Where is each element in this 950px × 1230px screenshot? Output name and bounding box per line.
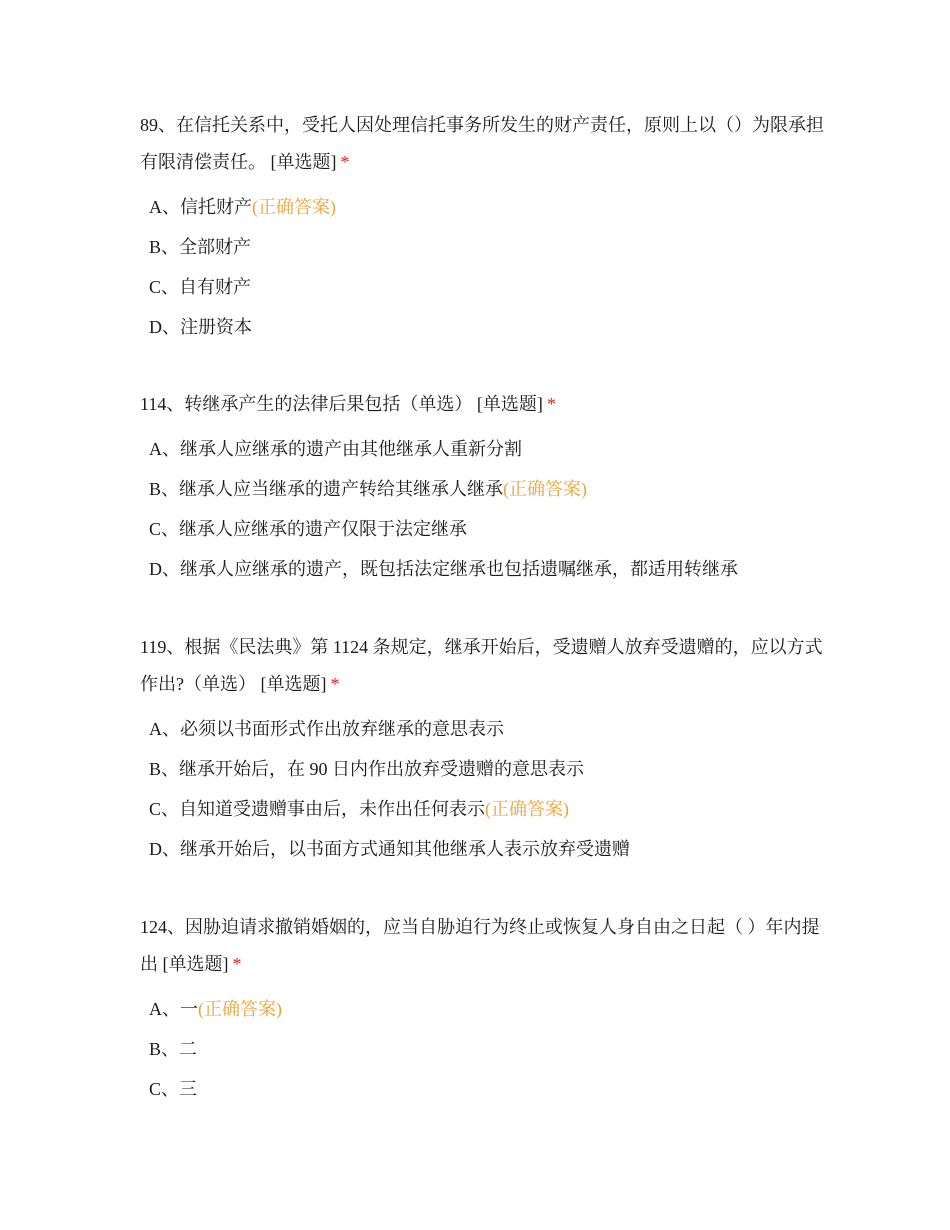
question-block [140, 107, 830, 347]
option-label: B、继承人应当继承的遗产转给其继承人继承 [149, 479, 504, 499]
option-label: A、必须以书面形式作出放弃继承的意思表示 [149, 719, 504, 739]
required-mark: * [340, 152, 350, 172]
question-title [140, 386, 830, 423]
option-c[interactable] [140, 1069, 830, 1109]
option-label: C、继承人应继承的遗产仅限于法定继承 [149, 519, 468, 539]
question-title [140, 909, 830, 983]
option-label: D、继承人应继承的遗产，既包括法定继承也包括遗嘱继承，都适用转继承 [149, 559, 738, 579]
option-label: C、自有财产 [149, 277, 252, 297]
correct-answer-tag: (正确答案) [485, 799, 570, 819]
correct-answer-tag: (正确答案) [252, 197, 336, 217]
question-type: [单选题] [270, 152, 337, 172]
required-mark: * [330, 674, 340, 694]
option-c[interactable] [140, 789, 830, 829]
question-text: 124、因胁迫请求撤销婚姻的，应当自胁迫行为终止或恢复人身自由之日起（ ）年内提出 [140, 917, 820, 974]
option-label: C、自知道受遗赠事由后，未作出任何表示 [149, 799, 486, 819]
question-type: [单选题] [162, 954, 229, 974]
option-b[interactable] [140, 227, 830, 267]
question-text: 119、根据《民法典》第 1124 条规定，继承开始后，受遗赠人放弃受遗赠的，应以方式作出?（单选） [140, 637, 823, 694]
option-b[interactable] [140, 749, 830, 789]
option-b[interactable] [140, 469, 830, 509]
option-a[interactable] [140, 187, 830, 227]
option-label: A、继承人应继承的遗产由其他继承人重新分割 [149, 439, 522, 459]
question-title [140, 107, 830, 181]
option-label: B、全部财产 [149, 237, 252, 257]
question-type: [单选题] [260, 674, 327, 694]
option-list [140, 709, 830, 869]
correct-answer-tag: (正确答案) [503, 479, 588, 499]
option-c[interactable] [140, 509, 830, 549]
option-label: D、继承开始后，以书面方式通知其他继承人表示放弃受遗赠 [149, 839, 630, 859]
question-type: [单选题] [476, 394, 543, 414]
question-text: 89、在信托关系中，受托人因处理信托事务所发生的财产责任，原则上以（）为限承担有限清偿责任。 [140, 115, 824, 172]
question-text: 114、转继承产生的法律后果包括（单选） [140, 394, 473, 414]
option-d[interactable] [140, 307, 830, 347]
option-a[interactable] [140, 429, 830, 469]
option-label: A、一 [149, 999, 198, 1019]
question-title [140, 629, 830, 703]
question-block [140, 629, 830, 869]
option-b[interactable] [140, 1029, 830, 1069]
option-list [140, 989, 830, 1109]
required-mark: * [232, 954, 242, 974]
option-d[interactable] [140, 549, 830, 589]
question-block [140, 909, 830, 1109]
option-d[interactable] [140, 829, 830, 869]
required-mark: * [546, 394, 556, 414]
option-c[interactable] [140, 267, 830, 307]
option-a[interactable] [140, 709, 830, 749]
correct-answer-tag: (正确答案) [198, 999, 282, 1019]
option-label: B、继承开始后，在 90 日内作出放弃受遗赠的意思表示 [149, 759, 585, 779]
option-label: B、二 [149, 1039, 198, 1059]
option-label: D、注册资本 [149, 317, 252, 337]
question-block [140, 386, 830, 589]
option-list [140, 187, 830, 347]
option-a[interactable] [140, 989, 830, 1029]
option-label: C、三 [149, 1079, 198, 1099]
option-label: A、信托财产 [149, 197, 252, 217]
option-list [140, 429, 830, 589]
